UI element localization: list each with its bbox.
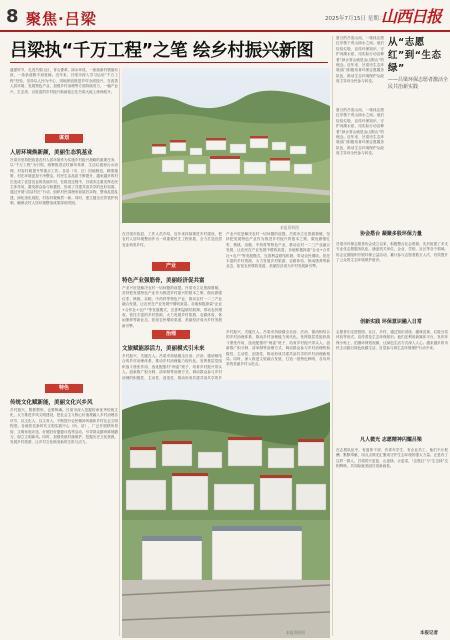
article-body-3: 产业兴旺是解决农村一切问题的前提。吕梁市立足资源禀赋，坚持把发展特色产业作为推进乡村振兴的根本之策，做优做强红枣、核桃、杂粮、中药材等特色产业，推动农村一二三产业融合发展，让农民在产业发展中增收致富。各地积极探索“企业+合作社+农户”等发展模式，完善利益联结机制，带动农民增收。依托丰富的乡村资源，大力发展乡村旅游、农耕体验、休闲康养等新业态，拓宽农民增收渠道，美丽经济成为乡村发展新引擎。: [122, 286, 222, 328]
side-author: 本报记者: [420, 631, 438, 636]
subheading-3: 特色产业强筋骨，美丽经济促共富: [122, 278, 205, 284]
article-body-4: 乡村振兴，关键在人。吕梁市持续健全自治、法治、德治相结合的乡村治理体系，推动乡村治理能力现代化。发挥基层党组织战斗堡垒作用，选优配强村“两委”班子，培育乡村振兴带头人。创新推广积分制、清单制等治理方式，调动群众参与乡村治理的积极性、主动性、创造性，推动形成共建共治共享的乡: [122, 354, 222, 380]
side-body-1: 吕梁市环保志愿者协会成立以来，积极整合社会资源，先后组建了多支专业化志愿服务队伍，涵盖机关单位、企业、学校、社区等各个领域。协会定期组织开展环保公益活动，累计参与志愿者数万人次，有效提升了公众的生态环境保护意识。: [336, 242, 448, 263]
issue-date: 2025年7月15日 星期二: [325, 16, 385, 22]
side-title-block: [388, 36, 450, 91]
article-body-1: 吕梁市坚持把改善农村人居环境作为实施乡村振兴战略的重要任务，以“千万工程”为引领，统筹推进农村厕所革命、生活垃圾和污水治理、村容村貌提升等重点工作。各县（市、区）因地制宜，精准施策，村庄环境更加干净整洁，村民生活品质不断提升，越来越多的村庄变成了宜居宜业的美丽乡村。在推进过程中，吕梁市注重发挥农民主体作用，激发群众参与积极性，形成了共建共治共享的良好局面。通过开展“清洁村庄”行动，组织村民清理房前屋后杂物，整治乱搭乱建，绿化美化庭院，村容村貌焕然一新。同时，建立健全长效管护机制，确保农村人居环境整治成果得到巩固。: [10, 158, 118, 206]
village-aerial-photo: [122, 68, 330, 223]
section-tag-2: 特色: [45, 384, 83, 393]
page-number: 8: [6, 6, 19, 27]
section-title: 聚焦·吕梁: [26, 10, 97, 28]
column-divider-right: [332, 36, 333, 636]
side-subheading-3: 凡人微光 志愿精神闪耀吕梁: [360, 437, 422, 443]
article-body-3b: 产业兴旺是解决农村一切问题的前提。吕梁市立足资源禀赋，坚持把发展特色产业作为推进乡村振兴的根本之策，做优做强红枣、核桃、杂粮、中药材等特色产业，推动农村一二三产业融合发展，让农民在产业发展中增收致富。各地积极探索“企业+合作社+农户”等发展模式，完善利益联结机制，带动农民增收。依托丰富的乡村资源，大力发展乡村旅游、农耕体验、休闲康养等新业态，拓宽农民增收渠道，美丽经济成为乡村发展新引擎。: [226, 232, 330, 269]
section-tag-3: 产业: [152, 262, 190, 271]
section-tag-1: 谋划: [45, 134, 83, 143]
masthead: [0, 0, 450, 32]
headline-rule: [10, 62, 328, 63]
subheading-4: 文旅赋能添活力，美丽模式引未来: [122, 346, 205, 352]
side-body-2: 志愿者们走进校园、社区、乡村，通过知识讲座、趣味竞赛、垃圾分类体验等形式，宣传普及生态环保知识。他们还利用新媒体平台，发布环保小贴士、拍摄环保短视频，让绿色生活方式深入人心。越来越多的市民主动践行绿色低碳生活，自觉参与到生态环境保护行动中来。: [336, 330, 448, 351]
article-body-2: 乡村振兴，既要塑形，也要铸魂。吕梁市深入挖掘传承优秀传统文化，大力推进乡风文明建设，把社会主义核心价值观融入乡村治理各环节，以文化人、以文育人，不断提升农民精神风貌和乡村社会文明程度。各地依托新时代文明实践中心（所、站），广泛开展移风易俗、文明家庭评选、好媳妇好婆婆评选等活动，引导群众摒弃陈规陋习，树立文明新风。同时，加强传统村落保护，挖掘历史文化资源，发展乡村旅游，让乡村文化焕发新的生机与活力。: [10, 408, 118, 445]
photo-caption-1: 本报资料图: [280, 225, 299, 230]
column-divider: [119, 68, 120, 636]
photo-caption-2: 本报资料图: [286, 630, 305, 635]
side-subheading-1: 协会搭台 凝聚多股环保力量: [360, 231, 422, 237]
subheading-2: 传统文化赋新能，美丽文化兴乡风: [10, 400, 93, 406]
article-lead: 盛夏时节，走进吕梁山区，青山叠翠，绿水环绕，一座座新村错落有致，一条条道路平坦宽阔。近年来，吕梁市深入学习运用“千万工程”经验，坚持以人民为中心，因地制宜推进乡村全面振兴，在改善人居环境、发展特色产业、加强乡村治理等方面持续发力，一幅产业兴、生态美、百姓富的乡村振兴新画卷正在吕梁大地上徐徐展开。: [10, 68, 118, 94]
article-body-4b: 乡村振兴，关键在人。吕梁市持续健全自治、法治、德治相结合的乡村治理体系，推动乡村治理能力现代化。发挥基层党组织战斗堡垒作用，选优配强村“两委”班子，培育乡村振兴带头人。创新推广积分制、清单制等治理方式，调动群众参与乡村治理的积极性、主动性、创造性，推动形成共建共治共享的乡村治理新格局。同时，深入推进文旅融合发展，打造一批特色鲜明、各具风采的美丽乡村示范点。: [226, 330, 330, 367]
main-headline: 吕梁执“千万工程”之笔 绘乡村振兴新图: [10, 41, 314, 61]
side-subheading-2: 创新实践 环保意识融入日常: [360, 319, 422, 325]
side-intro-top: 夏日的吕梁山间，一抹抹志愿红穿梭于青山绿水之间。他们捡拾垃圾、宣传环保知识、守护河湖水质，用实际行动诠释着“绿水青山就是金山银山”的理念。近年来，吕梁市生态环境部门积极培育环保志愿服务队伍，推动生态环境保护从政府主导向全民参与转变。: [336, 36, 384, 84]
side-subtitle: ——吕梁环保志愿者激活全民共治新实践: [388, 77, 449, 90]
subheading-1: 人居环境焕新颜，美丽生态筑基业: [10, 150, 93, 156]
side-body-3: 在志愿队伍中，有退休干部、有青年学生、有企业员工，他们不计报酬、默默奉献，用点点微光汇聚成守护生态环境的强大力量。正是有了这样一群人，吕梁的天更蓝、山更绿、水更清，“志愿红”与“生态绿”交相辉映，共同绘就美丽吕梁新画卷。: [336, 448, 448, 469]
section-tag-4: 治理: [152, 330, 190, 339]
side-title: 从“志愿红”到“生态绿”: [388, 37, 442, 74]
side-intro: 夏日的吕梁山间，一抹抹志愿红穿梭于青山绿水之间。他们捡拾垃圾、宣传环保知识、守护河湖水质，用实际行动诠释着“绿水青山就是金山银山”的理念。近年来，吕梁市生态环境部门积极培育环保志愿服务队伍，推动生态环境保护从政府主导向全民参与转变。: [336, 108, 384, 156]
article-body-top: 在吕梁市临县，工作人员介绍，近年来持续推进乡村建设，把农村人居环境整治作为一项重要民生工程来抓，全力打造宜居宜业和美乡村。: [122, 232, 222, 247]
newspaper-logo: 山西日报: [381, 7, 442, 26]
town-panorama-photo: [122, 380, 330, 638]
